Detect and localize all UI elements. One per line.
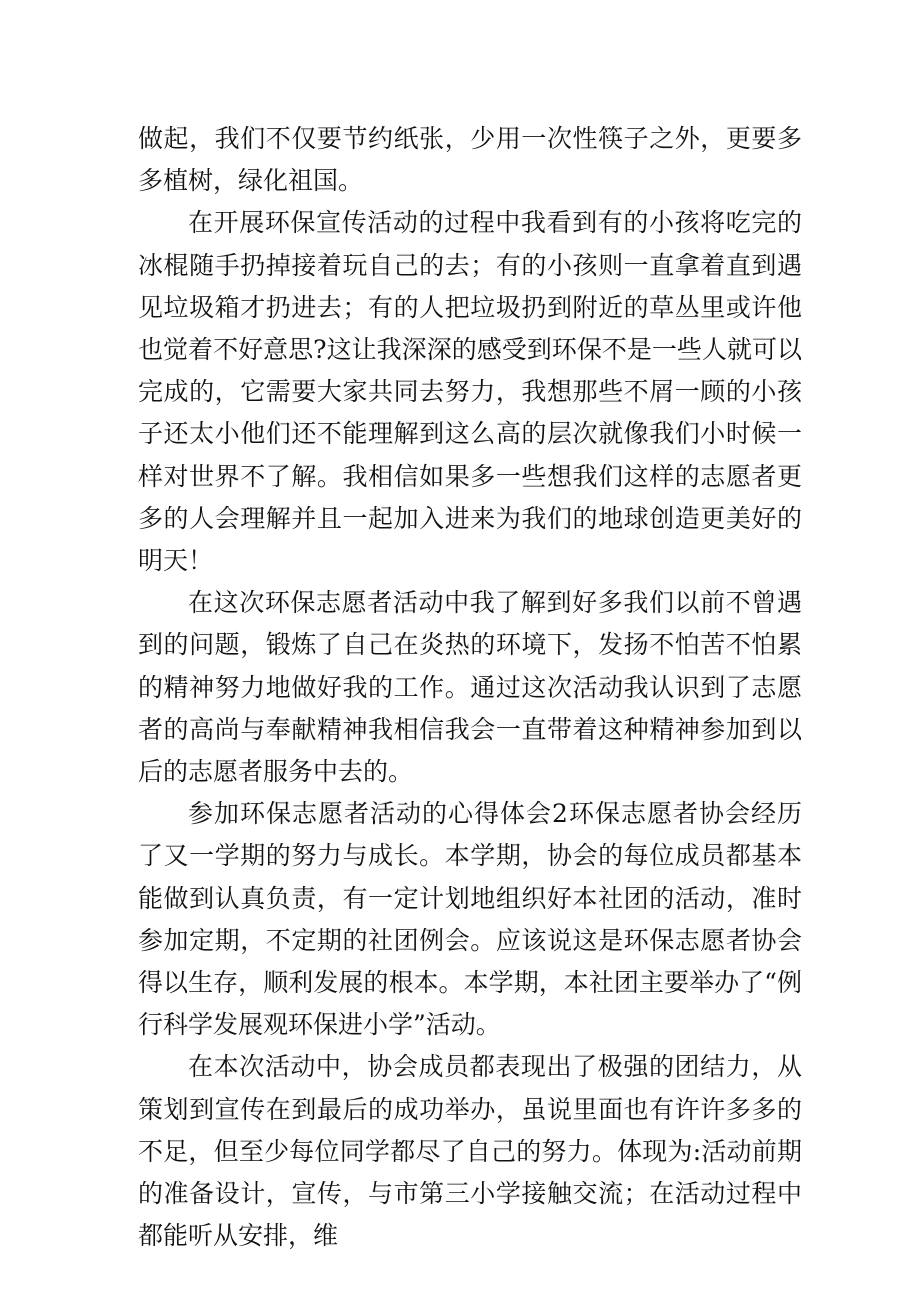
document-body [138, 118, 802, 1257]
paragraph-4: 参加环保志愿者活动的心得体会2环保志愿者协会经历了又一学期的努力与成长。本学期，协会的每位成员都基本能做到认真负责，有一定计划地组织好本社团的活动，准时参加定期，不定期的社团例会。应该说这是环保志愿者协会得以生存，顺利发展的根本。本学期，本社团主要举办了“例行科学发展观环保进小学”活动。 [138, 799, 802, 1040]
paragraph-3: 在这次环保志愿者活动中我了解到好多我们以前不曾遇到的问题，锻炼了自己在炎热的环境下，发扬不怕苦不怕累的精神努力地做好我的工作。通过这次活动我认识到了志愿者的高尚与奉献精神我相信我会一直带着这种精神参加到以后的志愿者服务中去的。 [138, 588, 802, 787]
paragraph-5: 在本次活动中，协会成员都表现出了极强的团结力，从策划到宣传在到最后的成功举办，虽说里面也有许许多多的不足，但至少每位同学都尽了自己的努力。体现为:活动前期的准备设计，宣传，与市第三小学接触交流；在活动过程中都能听从安排，维 [138, 1052, 802, 1251]
paragraph-1: 做起，我们不仅要节约纸张，少用一次性筷子之外，更要多多植树，绿化祖国。 [138, 124, 802, 196]
paragraph-2: 在开展环保宣传活动的过程中我看到有的小孩将吃完的冰棍随手扔掉接着玩自己的去；有的小孩则一直拿着直到遇见垃圾箱才扔进去；有的人把垃圾扔到附近的草丛里或许他也觉着不好意思?这让我深深的感受到环保不是一些人就可以完成的，它需要大家共同去努力，我想那些不屑一顾的小孩子还太小他们还不能理解到这么高的层次就像我们小时候一样对世界不了解。我相信如果多一些想我们这样的志愿者更多的人会理解并且一起加入进来为我们的地球创造更美好的明天！ [138, 208, 802, 576]
